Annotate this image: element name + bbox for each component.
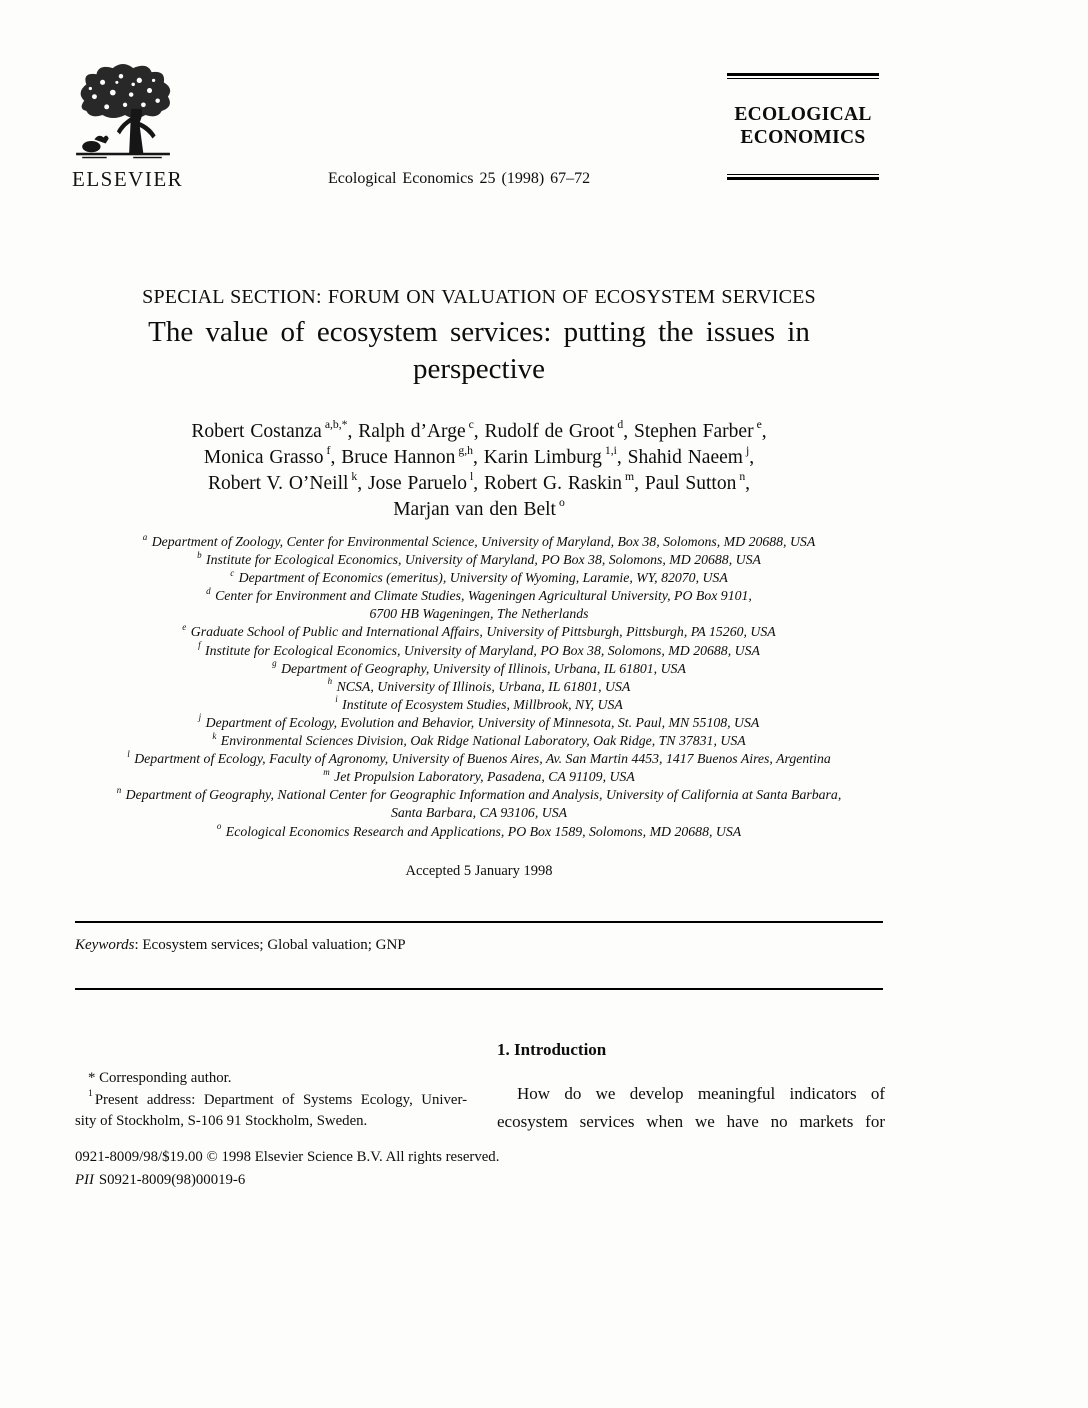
keywords-top-rule	[75, 921, 883, 923]
affiliation-list	[55, 533, 903, 841]
keywords-text: : Ecosystem services; Global valuation; GNP	[134, 937, 406, 953]
intro-paragraph-line2: ecosystem services when we have no markets for	[497, 1112, 885, 1131]
author-lines	[75, 419, 883, 523]
masthead-bottom-rule	[727, 177, 879, 180]
affiliation-item: $^l$ Department of Ecology, Faculty of Agronomy, University of Buenos Aires, Av. San Martin 4453, 1417 Buenos Aires, Argentina	[127, 748, 831, 767]
introduction-section	[497, 1040, 885, 1136]
masthead-top-rule	[727, 73, 879, 76]
journal-masthead	[727, 73, 879, 180]
section-heading: 1. Introduction	[497, 1040, 607, 1059]
keywords-label: Keywords	[75, 937, 135, 953]
keywords-line	[75, 937, 883, 954]
publisher-name: ELSEVIER	[72, 167, 184, 191]
present-address-note-line2: sity of Stockholm, S-106 91 Stockholm, Sweden.	[75, 1113, 368, 1129]
affiliation-item: $^k$ Environmental Sciences Division, Oak Ridge National Laboratory, Oak Ridge, TN 37831, USA	[212, 730, 746, 749]
affiliation-item: $^h$ NCSA, University of Illinois, Urbana, IL 61801, USA	[327, 676, 631, 694]
intro-paragraph-line1: How do we develop meaningful indicators of	[517, 1084, 885, 1103]
pii-label: PII	[75, 1172, 94, 1188]
author-line: Marjan van den Belt $^o$	[393, 496, 565, 520]
affiliation-item: $^j$ Department of Ecology, Evolution and Behavior, University of Minnesota, St. Paul, MN 55108, USA	[198, 712, 760, 730]
footnote-1-marker: 1	[88, 1088, 93, 1100]
affiliation-item: $^i$ Institute of Ecosystem Studies, Millbrook, NY, USA	[335, 694, 623, 712]
affiliation-item: $^n$ Department of Geography, National Center for Geographic Information and Analysis, University of California at Santa Barbara,	[116, 784, 842, 803]
corresponding-author-note: * Corresponding author.	[88, 1070, 232, 1086]
elsevier-logo	[72, 64, 182, 192]
affiliation-item: $^b$ Institute for Ecological Economics, University of Maryland, PO Box 38, Solomons, MD 20688, USA	[197, 549, 761, 568]
affiliation-item: $^m$ Jet Propulsion Laboratory, Pasadena, CA 91109, USA	[323, 766, 635, 785]
affiliation-item: $^o$ Ecological Economics Research and Applications, PO Box 1589, Solomons, MD 20688, USA	[216, 821, 742, 839]
footnote-block	[75, 1068, 467, 1133]
affiliation-item: $^f$ Institute for Ecological Economics, University of Maryland, PO Box 38, Solomons, MD 20688, USA	[198, 640, 760, 658]
affiliation-item: $^a$ Department of Zoology, Center for Environmental Science, University of Maryland, Box 38, Solomons, MD 20688, USA	[142, 531, 816, 549]
copyright-block	[75, 1146, 499, 1192]
pii-value: S0921-8009(98)00019-6	[98, 1172, 246, 1188]
author-line: Robert Costanza $^{a,b,*}$, Ralph d’Arge $^c$, Rudolf de Groot $^d$, Stephen Farber $^e$,	[191, 418, 767, 442]
keywords-bottom-rule	[75, 988, 883, 990]
affiliation-item: $^e$ Graduate School of Public and International Affairs, University of Pittsburgh, Pittsburgh, PA 15260, USA	[182, 621, 776, 640]
special-section-banner: SPECIAL SECTION: FORUM ON VALUATION OF ECOSYSTEM SERVICES	[142, 286, 816, 308]
present-address-note-line1: $^1$ Present address: Department of Systems Ecology, Univer-	[88, 1088, 467, 1108]
article-title: The value of ecosystem services: putting the issues in perspective	[148, 316, 810, 385]
affiliation-item: $^d$ Center for Environment and Climate Studies, Wageningen Agricultural University, PO Box 9101,	[206, 585, 752, 604]
affiliation-item: $^g$ Department of Geography, University of Illinois, Urbana, IL 61801, USA	[272, 658, 686, 676]
copyright-line: 0921-8009/98/$19.00 © 1998 Elsevier Science B.V. All rights reserved.	[75, 1149, 500, 1165]
elsevier-tree-icon	[72, 64, 174, 166]
author-line: Robert V. O’Neill $^k$, Jose Paruelo $^l$, Robert G. Raskin $^m$, Paul Sutton $^n$,	[207, 470, 751, 494]
affiliation-item: Santa Barbara, CA 93106, USA	[390, 805, 568, 821]
accepted-date: Accepted 5 January 1998	[405, 863, 553, 879]
affiliation-item: 6700 HB Wageningen, The Netherlands	[369, 606, 589, 622]
journal-title: ECOLOGICAL ECONOMICS	[734, 104, 872, 148]
author-line: Monica Grasso $^f$, Bruce Hannon $^{g,h}$, Karin Limburg $^{1,i}$, Shahid Naeem $^j$,	[203, 444, 755, 468]
masthead-bottom-rule-thin	[727, 174, 879, 175]
pii-line	[75, 1169, 499, 1192]
affiliation-item: $^c$ Department of Economics (emeritus), University of Wyoming, Laramie, WY, 82070, USA	[230, 567, 728, 586]
journal-citation: Ecological Economics 25 (1998) 67–72	[328, 170, 591, 187]
